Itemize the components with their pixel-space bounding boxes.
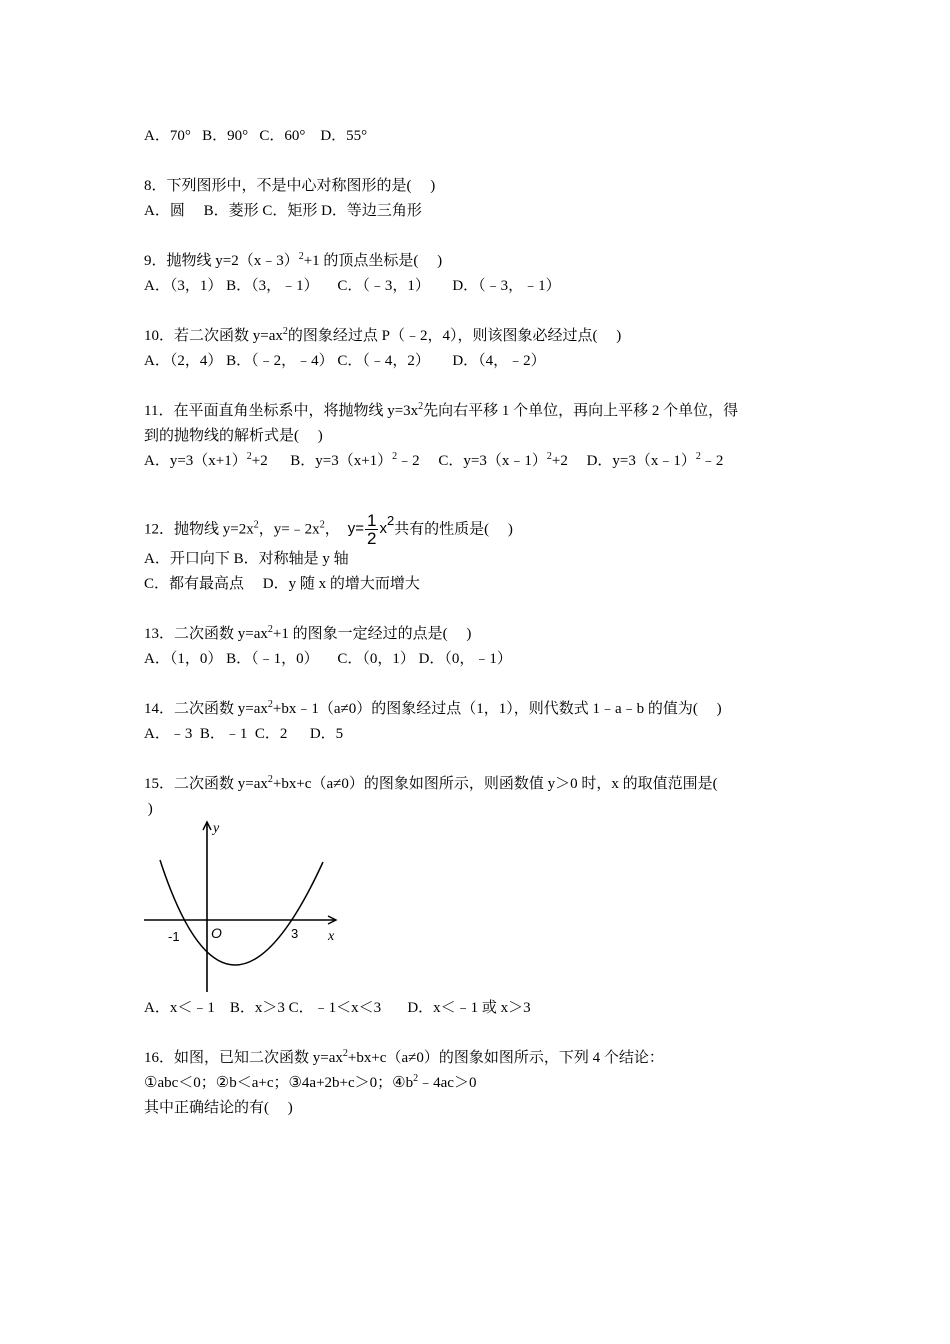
q12-frac-num: 1 xyxy=(366,511,377,530)
q11-stem-a: 11．在平面直角坐标系中，将抛物线 y=3x xyxy=(144,403,419,419)
parabola-curve xyxy=(160,860,323,965)
q11-sup-b: 2 xyxy=(392,451,398,462)
x-axis-label: x xyxy=(328,929,335,944)
q11-opt-a2: +2 B．y=3（x+1） xyxy=(251,453,393,469)
q16-stem-b: +bx+c（a≠0）的图象如图所示，下列 4 个结论： xyxy=(347,1050,664,1066)
origin-label: O xyxy=(211,925,222,941)
q10-sup: 2 xyxy=(282,326,288,337)
q14-sup: 2 xyxy=(267,699,273,710)
q12-eq-y: y= xyxy=(347,520,364,538)
q9-stem xyxy=(144,251,442,271)
q12-stem-b: ，y=﹣2x xyxy=(258,521,320,538)
q9-stem-b: +1 的顶点坐标是( ) xyxy=(303,253,443,269)
q12-stem xyxy=(144,512,513,547)
q12-options2: C．都有最高点 D．y 随 x 的增大而增大 xyxy=(144,576,420,592)
q14-stem xyxy=(144,699,722,719)
q12-fraction xyxy=(365,512,378,547)
q15-sup: 2 xyxy=(267,774,273,785)
q12-stem-a: 12．抛物线 y=2x xyxy=(144,521,254,538)
q9-sup: 2 xyxy=(298,251,304,262)
q9-stem-a: 9．抛物线 y=2（x﹣3） xyxy=(144,253,299,269)
q11-opt-a3: ﹣2 C．y=3（x﹣1） xyxy=(397,453,547,469)
q16-conclusions xyxy=(144,1073,476,1093)
q11-stem-b: 先向右平移 1 个单位，再向上平移 2 个单位，得 xyxy=(423,403,739,419)
q12-frac-den: 2 xyxy=(366,529,377,548)
q16-line2-b: ﹣4ac＞0 xyxy=(418,1075,477,1091)
q10-stem-b: 的图象经过点 P（﹣2，4），则该图象必经过点( ) xyxy=(287,328,622,344)
q13-stem xyxy=(144,624,471,644)
q12-eq-x: x xyxy=(379,520,387,538)
q11-opt-a4: +2 D．y=3（x﹣1） xyxy=(551,453,696,469)
q12-sup-a: 2 xyxy=(253,519,259,531)
q15-options: A．x＜﹣1 B．x＞3 C．﹣1＜x＜3 D．x＜﹣1 或 x＞3 xyxy=(144,1000,531,1016)
q13-stem-b: +1 的图象一定经过的点是( ) xyxy=(272,626,472,642)
q12-stem-c: ， xyxy=(324,521,340,538)
q15-stem-a: 15．二次函数 y=ax xyxy=(144,776,268,792)
q11-sup-d: 2 xyxy=(695,451,701,462)
q15-parabola-graph xyxy=(140,814,345,996)
q16-sup-b: 2 xyxy=(413,1073,419,1084)
q11-opt-a5: ﹣2 xyxy=(700,453,724,469)
q15-stem-b: +bx+c（a≠0）的图象如图所示，则函数值 y＞0 时，x 的取值范围是( xyxy=(272,776,718,792)
q16-line2-a: ①abc＜0；②b＜a+c；③4a+2b+c＞0；④b xyxy=(144,1075,414,1091)
q9-options: A．（3，1） B．（3，﹣1） C．（﹣3，1） D．（﹣3，﹣1） xyxy=(144,278,561,294)
right-root-label: 3 xyxy=(291,926,299,941)
q12-options1: A．开口向下 B．对称轴是 y 轴 xyxy=(144,551,349,567)
q11-stem-line2: 到的抛物线的解析式是( ) xyxy=(144,428,323,444)
q13-options: A．（1，0） B．（﹣1，0） C．（0，1） D．（0，﹣1） xyxy=(144,651,512,667)
q10-options: A．（2，4） B．（﹣2，﹣4） C．（﹣4，2） D．（4，﹣2） xyxy=(144,353,546,369)
q11-sup-a: 2 xyxy=(246,451,252,462)
q16-sup: 2 xyxy=(342,1048,348,1059)
q14-options: A．﹣3 B．﹣1 C．2 D．5 xyxy=(144,726,344,742)
left-root-label: -1 xyxy=(168,929,180,944)
q11-sup: 2 xyxy=(418,401,424,412)
q16-question: 其中正确结论的有( ) xyxy=(144,1100,293,1116)
q12-stem-d: 共有的性质是( ) xyxy=(394,521,513,538)
q11-opt-a1: A．y=3（x+1） xyxy=(144,453,247,469)
q10-stem xyxy=(144,326,621,346)
q11-options xyxy=(144,451,723,471)
y-axis-label: y xyxy=(213,821,220,836)
q8-stem: 8．下列图形中，不是中心对称图形的是( ) xyxy=(144,178,436,194)
q13-sup: 2 xyxy=(267,624,273,635)
q14-stem-a: 14．二次函数 y=ax xyxy=(144,701,268,717)
q10-stem-a: 10．若二次函数 y=ax xyxy=(144,328,283,344)
q12-sup-b: 2 xyxy=(319,519,325,531)
q11-stem xyxy=(144,401,738,421)
q16-stem-a: 16．如图，已知二次函数 y=ax xyxy=(144,1050,343,1066)
q7-options: A．70° B．90° C．60° D．55° xyxy=(144,128,368,144)
q12-equation xyxy=(347,511,395,548)
q16-stem xyxy=(144,1048,664,1068)
q8-options: A．圆 B．菱形 C．矩形 D．等边三角形 xyxy=(144,203,422,219)
q11-sup-c: 2 xyxy=(546,451,552,462)
q15-stem xyxy=(144,774,718,794)
q13-stem-a: 13．二次函数 y=ax xyxy=(144,626,268,642)
q12-eq-sup: 2 xyxy=(386,513,395,529)
q15-stem-line2: ) xyxy=(144,801,153,817)
q14-stem-b: +bx﹣1（a≠0）的图象经过点（1，1），则代数式 1﹣a﹣b 的值为( ) xyxy=(272,701,722,717)
